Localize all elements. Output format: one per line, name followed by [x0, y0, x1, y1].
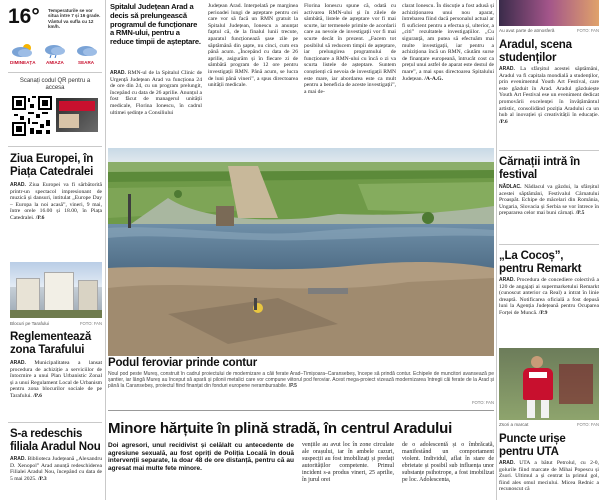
top-story-title[interactable]: Spitalul Județean Arad a decis să prelungească programul de funcționare a RMN-ului, pentru a reduce timpii de așteptare.	[110, 2, 201, 47]
bottom-story-col3: de o adolescentă și o îmbrăcată, manifestând un comportament violent. Individul, aflat în stare de ebrietate și posibil sub influența unor substanțe psihotrope, a fost imobilizat pe loc. Adolescenta,	[402, 442, 494, 483]
bridge-photo	[108, 148, 494, 356]
right-article-2-body	[499, 184, 599, 217]
left-article-2-caption: Blocuri pe Tarafului	[10, 321, 49, 326]
left-article-1-title[interactable]: Ziua Europei, în Piața Catedralei	[10, 153, 94, 178]
bottom-story-title[interactable]: Minore hărțuite în plină stradă, în centrul Aradului	[108, 420, 453, 437]
center-column	[108, 0, 494, 500]
left-article-2-body	[10, 360, 102, 400]
qr-text: Scanați codul QR pentru a accesa	[19, 78, 91, 91]
weather-period-morning: DIMINEAȚA	[10, 60, 36, 65]
qr-code[interactable]	[12, 96, 52, 136]
right-article-3-title[interactable]: „La Cocoș”, pentru Remarkt	[499, 250, 582, 275]
right-column	[499, 0, 600, 500]
top-story-col1	[110, 70, 202, 116]
right-article-2-title[interactable]: Cărnații intră în festival	[499, 156, 580, 181]
top-story-tag: ARAD.	[110, 70, 126, 76]
left-column	[0, 0, 104, 500]
photo-story-caption	[108, 371, 494, 390]
right-article-2-ref[interactable]: /P.5	[575, 210, 585, 217]
right-article-2-text: Nădlacul va găzdui, la sfârșitul acestei săptămâni, Festivalul Cârnatului Proaspăt. Echipe de măcelari din România, Ungaria, Slovacia și Serbia se vor întrece în prepararea celor mai buni cârnați.	[499, 184, 599, 217]
left-article-2-photo	[10, 262, 102, 318]
right-article-1-body	[499, 66, 599, 125]
top-story-col1-text: RMN-ul de la Spitalul Clinic de Urgență Județean Arad va funcționa 24 de ore din 24, cu un program prelungit, începând cu data de 26 aprilie. Anunțul a fost făcut de managerul unității medicale, Florina Ionescu, în cadrul ultimei ședințe a Consiliului	[110, 70, 202, 116]
bottom-story-lead: Doi agresori, unul recidivist și celălalt cu antecedente de agresiune sexuală, au fost opriți de Poliția Locală în două intervenții separate, la doar 48 de ore distanță, pentru că au agresat mai multe fete minore.	[108, 442, 294, 472]
right-article-1-text: La sfârșitul acestei săptămâni, Aradul va fi capitala mondială a studenților, prin evenimentul Youth Art Festival, care este găzduit în Arad. Aradul găzduiește Youth Art Festival ese un eveniment dedicat promovării excelenței în învățământul artistic, consolidând poziția Aradului ca un hub al inovației și creativității în educație.	[499, 66, 599, 119]
photo-story-title[interactable]: Podul feroviar prinde contur	[108, 357, 258, 369]
top-story-sign: /A-A.G.	[424, 75, 444, 82]
right-article-2-tag: NĂDLAC.	[499, 184, 522, 190]
left-article-3-tag: ARAD.	[10, 456, 26, 462]
photo-story-ref[interactable]: /P.5	[288, 383, 297, 390]
left-article-3-title[interactable]: S-a redeschis filiala Aradul Nou	[10, 428, 101, 453]
weather-box	[8, 6, 102, 68]
right-article-3-ref[interactable]: /P.9	[538, 309, 548, 316]
right-article-4-text: UTA a bătut Petrolul, cu 2-0, golurile fiind marcate de Mihai Popescu și Zsori. Ultimul a și centrat la primul gol, fiind ales omul meciului. Micea Rednic a recunoscut că	[499, 460, 599, 493]
promo-image	[56, 98, 98, 132]
top-story-col2: Județean Arad. Interpelată pe marginea perioadei lungi de așteptare pentru cei care vor să facă un RMN gratuit la Spitalul Județean, Ionescu a anunțat faptul că, de la finalul lunii trecute, aparatul funcționează șase zile pe săptămână din șapte, nu cinci, cum era până acum. „Începând cu data de 26 aprilie, asigurăm și în fiecare zi de sâmbătă program de 12 ore pentru investigații RMN. Până acum, se lucra de luni până vineri”, a spus directoarea unității medicale.	[208, 3, 298, 89]
right-article-4-photo	[499, 348, 599, 420]
right-article-1-foto: FOTO: FAN	[576, 28, 599, 33]
weather-period-evening: SEARA	[78, 60, 95, 65]
weather-text: Temperaturile se vor situa între 7 și 16 grade. Vântul va sufla cu 12 km/h.	[48, 8, 101, 30]
left-article-1-tag: ARAD.	[10, 182, 26, 188]
right-article-1-tag: ARAD.	[499, 66, 515, 72]
right-article-1-photo	[499, 0, 599, 26]
left-article-2-foto: FOTO: FAN	[79, 321, 102, 326]
weather-period-noon: AMIAZA	[46, 60, 64, 65]
left-article-2-tag: ARAD.	[10, 360, 26, 366]
right-article-1-title[interactable]: Aradul, scena studenților	[499, 39, 572, 64]
right-article-3-text: Procedura de concediere colectivă a 120 de angajați ai supermarketului Remarkt (cunoscut anterior ca Real) a intrat în linie dreaptă. Notificarea oficială a fost depusă luni la Agenția Județeană pentru Ocuparea Forței de Muncă.	[499, 277, 599, 316]
right-article-1-ref[interactable]: /P.6	[499, 118, 508, 125]
left-article-2-title[interactable]: Reglementează zona Tarafului	[10, 331, 92, 356]
cloud-icon	[74, 42, 100, 58]
photo-story-caption-text: Noul pod peste Mureș, construit în cadrul proiectului de modernizare a căii ferate Arad–Timișoara–Caransebeș, începe să prindă contur. Echipele de muncitori avansează pe șantier, iar lângă Mureș au început să apară și pilonii metalici care vor compune viitorul pod feroviar. Acest mega-proiect vizează modernizarea întregii căi ferate de la Arad și până la Caransebeș, proiectul fiind finanțat din fonduri europene nerambursabile.	[108, 371, 494, 390]
top-story-col4	[402, 3, 494, 82]
left-article-1-text: Ziua Europei va fi sărbătorită printr-un spectacol impresionant de muzică și dansuri, intitulat „Europe Day – Europa la noi acasă”, vineri, 9 mai, între orele 16.00 și 18.00, în Piața Catedralei.	[10, 182, 102, 221]
top-story-col4-text: clarat Ionescu. În discuție a fost adusă și achiziționarea unui nou aparat, întrebarea fiind dacă personalul actual ar fi suficient pentru a efectua și, ulterior, a „citi” rezultatele investigațiilor. „Cu siguranță, am putea să efectuăm mai multe investigații, iar pentru a achiziționa încă un RMN, căutăm surse de finanțare europeană, întrucât cost ca prețul unui astfel de aparat este destul de mare”, a mai spus directoarea Spitalului Județean.	[402, 3, 494, 82]
right-article-3-tag: ARAD.	[499, 277, 515, 283]
right-article-4-body	[499, 460, 599, 493]
right-article-3-body	[499, 277, 599, 317]
right-article-4-caption: Zsori a marcat	[499, 422, 529, 427]
photo-story-foto: FOTO: FAN	[471, 400, 494, 405]
left-article-1-body	[10, 182, 102, 222]
left-article-3-body	[10, 456, 102, 482]
top-story-col3: Florina Ionescu spune că, odată cu activarea RMN-ului și în zilele de sâmbătă, listele de așteptare vor fi mai scurte, iar termenele primite de acordarii care au nevoie de investigații vor fi mai scurte decât în prezent. „Facem tot posibilul să reducem timpii de așteptare, iar prelungirea programului de funcționare a RMN-ului cu încă o zi va scurta listele de așteptare. Suntem conștienți că nevoia de investigații RMN este mare, iar abordarea este ca mult pentru a beneficia de aceste investigații”, a mai de-	[304, 3, 396, 95]
cloud-rain-icon	[42, 42, 68, 58]
weather-temperature: 16°	[8, 5, 40, 28]
bottom-story-col2: vențiile au avut loc în zone circulate ale orașului, iar în ambele cazuri, suspecții au fost imobilizați și predați autorităților competente. Primul incident s-a produs vineri, 25 aprilie, în jurul orei	[302, 442, 394, 483]
right-article-4-tag: ARAD.	[499, 460, 515, 466]
left-article-2-ref[interactable]: /P.6	[33, 392, 42, 399]
left-article-1-ref[interactable]: /P.6	[35, 214, 45, 221]
left-article-3-text: Biblioteca Județeană „Alexandru D. Xenopol” Arad anunță redeschiderea Filialei Aradul Nou, începând cu data de 5 mai 2025.	[10, 456, 102, 482]
left-article-2-text: Municipalitatea a lansat procedura de achiziție a serviciilor de întocmire a unui Plan Urbanistic Zonal și a unui Regulament Local de Urbanism pentru zona blocurilor sociale de pe Tarafului.	[10, 360, 102, 399]
right-article-4-foto: FOTO: FAN	[576, 422, 599, 427]
left-article-3-ref[interactable]: /P.3	[37, 475, 47, 482]
right-article-1-caption: Au avut parte de atmosferă	[499, 28, 555, 33]
right-article-4-title[interactable]: Puncte urișe pentru UTA	[499, 433, 566, 458]
cloud-sun-icon	[10, 42, 36, 58]
